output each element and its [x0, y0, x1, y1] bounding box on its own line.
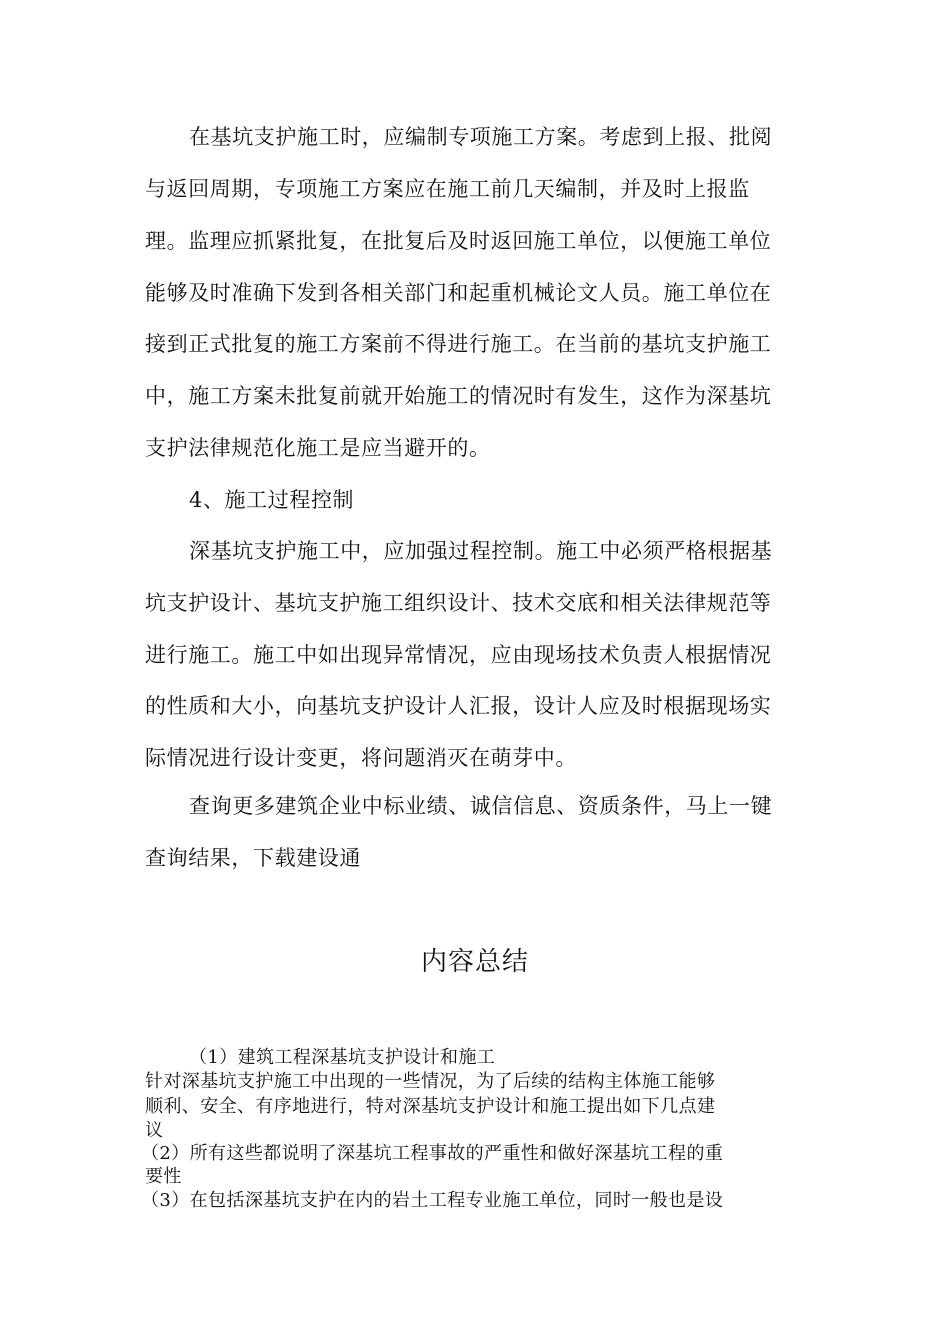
summary-line: 议 [145, 1120, 164, 1141]
paragraph-line: 与返回周期，专项施工方案应在施工前几天编制，并及时上报监 [145, 177, 750, 201]
summary-line: （2）所有这些都说明了深基坑工程事故的严重性和做好深基坑工程的重 [141, 1143, 724, 1164]
paragraph-line: 查询结果，下载建设通 [145, 846, 361, 870]
section-heading: 4、施工过程控制 [189, 488, 355, 512]
paragraph-line: 查询更多建筑企业中标业绩、诚信信息、资质条件，马上一键 [189, 794, 773, 818]
paragraph-line: 坑支护设计、基坑支护施工组织设计、技术交底和相关法律规范等 [145, 591, 772, 615]
paragraph-line: 进行施工。施工中如出现异常情况，应由现场技术负责人根据情况 [145, 643, 772, 667]
paragraph-line: 中，施工方案未批复前就开始施工的情况时有发生，这作为深基坑 [145, 384, 772, 408]
paragraph-line: 支护法律规范化施工是应当避开的。 [145, 436, 491, 460]
summary-line: （3）在包括深基坑支护在内的岩土工程专业施工单位，同时一般也是设 [141, 1190, 724, 1211]
paragraph-line: 理。监理应抓紧批复，在批复后及时返回施工单位，以便施工单位 [145, 229, 772, 253]
paragraph-line: 的性质和大小，向基坑支护设计人汇报，设计人应及时根据现场实 [145, 694, 772, 718]
summary-line: 针对深基坑支护施工中出现的一些情况，为了后续的结构主体施工能够 [145, 1071, 716, 1092]
paragraph-line: 接到正式批复的施工方案前不得进行施工。在当前的基坑支护施工 [145, 332, 772, 356]
paragraph-line: 在基坑支护施工时，应编制专项施工方案。考虑到上报、批阅 [189, 125, 773, 149]
summary-title: 内容总结 [420, 947, 529, 977]
paragraph-line: 深基坑支护施工中，应加强过程控制。施工中必须严格根据基 [189, 539, 773, 563]
summary-line: 顺利、安全、有序地进行，特对深基坑支护设计和施工提出如下几点建 [145, 1096, 716, 1117]
summary-line: 要性 [145, 1166, 182, 1187]
summary-line: （1）建筑工程深基坑支护设计和施工 [189, 1047, 496, 1068]
paragraph-line: 能够及时准确下发到各相关部门和起重机械论文人员。施工单位在 [145, 281, 772, 305]
paragraph-line: 际情况进行设计变更，将问题消灭在萌芽中。 [145, 746, 577, 770]
